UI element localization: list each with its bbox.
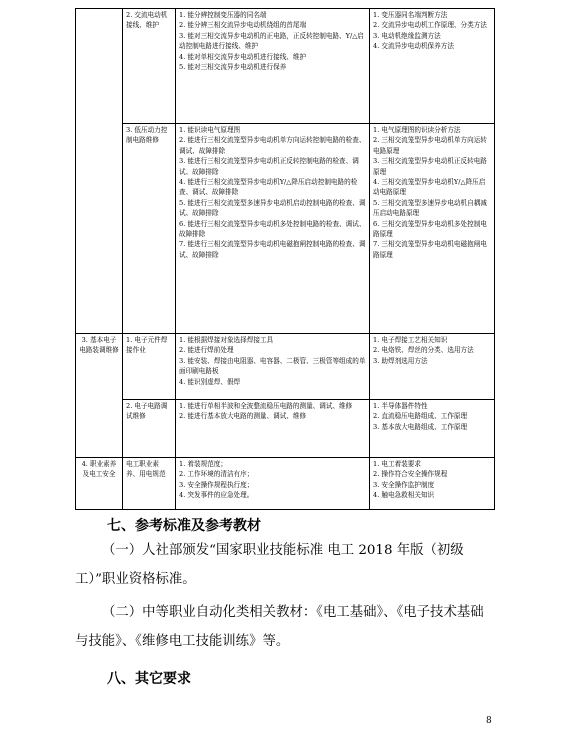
skill-item: 5. 能对三相交流异步电动机进行保养 [179, 63, 287, 72]
knowledge-item: 6. 三相交流笼型异步电动机多处控制电路原理 [373, 219, 487, 239]
knowledge-item: 4. 触电急救相关知识 [373, 491, 435, 500]
skill-item: 2. 能进行基本放大电路的测量、调试、维修 [179, 412, 307, 421]
knowledge-item: 1. 电工着装要求 [373, 460, 421, 468]
paragraph-standard: （一）人社部颁发“国家职业技能标准 电工 2018 年版（初级工）”职业资格标准。 [75, 543, 464, 587]
knowledge-item: 1. 电气原理图的识读分析方法 [373, 126, 461, 134]
skill-item: 4. 突发事件的应急处理。 [179, 491, 254, 500]
knowledge-cell [370, 124, 495, 334]
knowledge-item: 1. 变压器同名端判断方法 [373, 11, 448, 19]
skill-item: 1. 能分辨控制变压器的同名端 [179, 11, 267, 19]
knowledge-item: 2. 操作符合安全操作规程 [373, 470, 448, 479]
knowledge-item: 2. 电烙铁、焊丝的分类、选用方法 [373, 346, 474, 355]
table-row [76, 400, 495, 458]
knowledge-item: 3. 基本放大电路组成、工作原理 [373, 422, 468, 431]
knowledge-item: 3. 助焊剂选用方法 [373, 356, 428, 365]
skills-cell [176, 124, 370, 334]
curriculum-table [75, 8, 495, 510]
page-number: 8 [486, 716, 492, 726]
skill-item: 2. 能进行三相交流笼型异步电动机单方向运转控制电路的检查、调试、故障排除 [179, 136, 366, 155]
skill-item: 4. 能对单相交流异步电动机进行接线、维护 [179, 52, 307, 61]
knowledge-cell [370, 400, 495, 458]
skill-item: 3. 能进行三相交流笼型异步电动机正反转控制电路的检查、调试、故障排除 [179, 157, 359, 176]
skill-item: 5. 能进行三相交流笼型多速异步电动机启动控制电路的检查、调试、故障排除 [179, 198, 366, 218]
skill-item: 7. 能进行三相交流笼型异步电动机电磁抱闸控制电路的检查、调试、故障排除 [179, 240, 366, 259]
knowledge-cell [370, 9, 495, 124]
table-row [76, 124, 495, 334]
unit-cell: 电工职业素养、用电规范 [123, 458, 176, 510]
knowledge-item: 1. 半导体器件特性 [373, 402, 428, 410]
knowledge-item: 4. 交流异步电动机保养方法 [373, 42, 454, 51]
unit-cell: 1. 电子元件焊接作业 [123, 334, 176, 400]
knowledge-item: 5. 三相交流笼型多速异步电动机自耦减压启动电路原理 [373, 198, 487, 218]
unit-cell: 3. 低压动力控制电路维修 [123, 124, 176, 334]
section-heading-8: 八、其它要求 [107, 671, 191, 687]
section-heading-7: 七、参考标准及参考教材 [107, 518, 261, 534]
knowledge-item: 7. 三相交流笼型异步电动机电磁抱闸电路原理 [373, 240, 487, 259]
skill-item: 1. 能进行单相半波和全波整流稳压电路的测量、调试、维修 [179, 402, 353, 410]
skills-cell [176, 9, 370, 124]
knowledge-item: 2. 交流异步电动机工作原理、分类方法 [373, 21, 487, 30]
unit-cell: 2. 交流电动机接线、维护 [123, 9, 176, 124]
skill-item: 3. 安全操作规程执行度； [179, 480, 254, 489]
skill-item: 2. 能分辨三相交流异步电动机绕组的首尾端 [179, 21, 307, 30]
module-cell: 3. 基本电子电路装调维修 [76, 334, 123, 458]
skill-item: 3. 能对三相交流异步电动机的正电路，正反转控制电路、Y/△启动控制电路进行接线、维护 [179, 31, 364, 51]
skill-item: 3. 能安装、焊接由电阻器、电容器、二极管、三极管等组成的单面印刷电路板 [179, 356, 366, 376]
paragraph-textbooks: （二）中等职业自动化类相关教材：《电工基础》、《电子技术基础与技能》、《维修电工技能训练》等。 [75, 605, 484, 649]
knowledge-cell [370, 334, 495, 400]
knowledge-cell [370, 458, 495, 510]
knowledge-item: 2. 三相交流笼型异步电动机单方向运转电路原理 [373, 136, 487, 155]
table-row [76, 334, 495, 400]
skills-cell [176, 400, 370, 458]
unit-cell: 2. 电子电路调试维修 [123, 400, 176, 458]
skill-item: 2. 工作环境的清洁有序； [179, 470, 254, 479]
knowledge-item: 4. 三相交流笼型异步电动机Y/△降压启动电路原理 [373, 178, 486, 197]
skill-item: 1. 能识读电气原理图 [179, 126, 241, 134]
skills-cell [176, 458, 370, 510]
skill-item: 1. 着装规范度； [179, 460, 227, 468]
knowledge-item: 3. 三相交流笼型异步电动机正反转电路原理 [373, 157, 487, 176]
skills-cell [176, 334, 370, 400]
skill-item: 2. 能进行焊前处理 [179, 346, 234, 355]
table-row [76, 458, 495, 510]
knowledge-item: 3. 电动机绝缘监测方法 [373, 31, 441, 40]
module-cell: 4. 职业素养及电工安全 [76, 458, 123, 510]
knowledge-item: 2. 直流稳压电路组成、工作原理 [373, 412, 468, 421]
module-cell [76, 9, 123, 334]
skill-item: 4. 能识别虚焊、假焊 [179, 377, 241, 386]
knowledge-item: 3. 安全操作监护制度 [373, 480, 435, 489]
skill-item: 4. 能进行三相交流笼型异步电动机Y/△降压启动控制电路的检查、调试、故障排除 [179, 178, 358, 197]
skill-item: 1. 能根据焊接对象选择焊接工具 [179, 336, 274, 344]
knowledge-item: 1. 电子焊接工艺相关知识 [373, 336, 448, 344]
table-row [76, 9, 495, 124]
skill-item: 6. 能进行三相交流笼型异步电动机多处控制电路的检查、调试、故障排除 [179, 219, 366, 239]
